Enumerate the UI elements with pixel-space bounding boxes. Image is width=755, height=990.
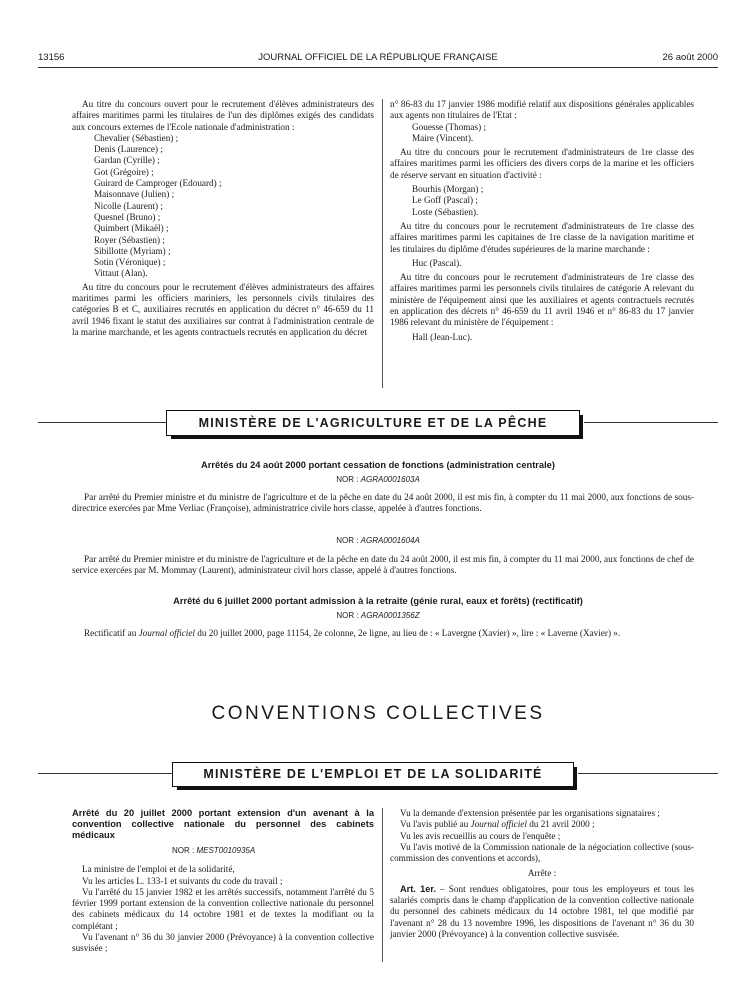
arrete-text: Par arrêté du Premier ministre et du ministre de l'agriculture et de la pêche en date du 24 août 2000, il est mis fin, à compter du 11 mai 2000, aux fonctions de sous-directrice exercées par Mme Verliac (Françoise), administratrice civile hors classe, appelée à d'autres fonctions. [72,492,694,514]
article-paragraph: Art. 1er. – Sont rendues obligatoires, pour tous les employeurs et tous les salariés compris dans le champ d'application de la convention collective nationale du personnel des cabinets médicaux du 14 octobre 1981, tel que modifié par l'avenant n° 28 du 13 novembre 1996, les dispositions de l'avenant n° 36 du 30 janvier 2000 (Prévoyance) à la convention collective susvisée. [390,883,694,939]
candidate-name: Loste (Sébastien). [412,206,479,217]
journal-title: JOURNAL OFFICIEL DE LA RÉPUBLIQUE FRANÇAISE [258,52,498,63]
nor-code: AGRA0001604A [360,536,420,545]
candidate-name: Nicolle (Laurent) ; [94,200,163,211]
continued-paragraph: n° 86-83 du 17 janvier 1986 modifié relatif aux dispositions générales applicables aux agents non titulaires de l'Etat : [390,99,694,121]
nor-label: NOR : [336,611,359,620]
candidate-list [390,258,694,269]
bottom-left-column [72,808,374,955]
nor-code: MEST0010935A [196,846,256,855]
candidate-name: Vittaut (Alan). [94,268,148,279]
candidate-list [390,332,694,343]
nor-code: AGRA0001603A [360,475,420,484]
ministry-heading: MINISTÈRE DE L'AGRICULTURE ET DE LA PÊCHE [166,410,580,436]
nor-reference [38,475,718,484]
candidate-name: Royer (Sébastien) ; [94,234,165,245]
candidate-name: Hall (Jean-Luc). [412,331,473,342]
concours-paragraph: Au titre du concours pour le recrutement d'administrateurs de 1re classe des affaires maritimes parmi les officiers des divers corps de la marine et les officiers de réserve servant en situation d'activité : [390,147,694,180]
rectificatif-text: Rectificatif au Journal officiel du 20 juillet 2000, page 11154, 2e colonne, 2e ligne, au lieu de : « Lavergne (Xavier) », lire : « Laverne (Xavier) ». [84,628,621,638]
visa-paragraph: Vu l'arrêté du 15 janvier 1982 et les arrêtés successifs, notamment l'arrêté du 5 février 1999 portant extension de la convention collective nationale du personnel des cabinets médicaux du 14 octobre 1981 et de textes la modifiant ou la complétant ; [72,886,374,931]
concours-paragraph: Au titre du concours pour le recrutement d'administrateurs de 1re classe des affaires maritimes parmi les personnels civils titulaires de catégorie A relevant du ministère de l'équipement ainsi que les auxiliaires et agents contractuels recrutés en application des décrets n° 46-659 du 11 avril 1946 et n° 86-83 du 17 janvier 1986 relevant du ministère de l'équipement : [390,272,694,328]
candidate-name: Huc (Pascal). [412,257,462,268]
candidate-list [390,184,694,218]
intro-paragraph: Au titre du concours ouvert pour le recrutement d'élèves administrateurs des affaires maritimes parmi les titulaires de l'un des diplômes exigés des candidats aux concours externes de l'Ecole nationale d'administration : [72,99,374,132]
candidate-name: Gardan (Cyrille) ; [94,155,160,166]
divider-line [584,422,718,423]
concours-paragraph: Au titre du concours pour le recrutement d'élèves administrateurs des affaires maritimes parmi les officiers mariniers, les personnels civils titulaires des catégories B et C, auxiliaires recrutés en application du décret n° 46-659 du 11 avril 1946 fixant le statut des auxiliaires sur contrat à l'administration centrale de la marine marchande, et les agents contractuels recrutés en application du décret [72,281,374,337]
nor-label: NOR : [336,536,359,545]
candidate-name: Denis (Laurence) ; [94,144,163,155]
candidate-name: Sotin (Véronique) ; [94,257,166,268]
candidate-name: Bourhis (Morgan) ; [412,184,484,195]
arrete-word: Arrête : [527,868,557,879]
bottom-right-column [390,808,694,940]
nor-label: NOR : [172,846,195,855]
candidate-name: Le Goff (Pascal) ; [412,195,478,206]
nor-label: NOR : [336,475,359,484]
divider-line [38,422,166,423]
visa-paragraph: Vu l'avis publié au Journal officiel du 21 avril 2000 ; [400,819,595,830]
visa-paragraph: La ministre de l'emploi et de la solidarité, [82,864,235,875]
journal-name: Journal officiel [470,819,527,830]
candidate-name: Quimbert (Mikaël) ; [94,223,169,234]
candidate-name: Maisonnave (Julien) ; [94,189,175,200]
candidate-name: Quesnel (Bruno) ; [94,211,161,222]
visa-paragraph: Vu l'avis motivé de la Commission nationale de la négociation collective (sous-commission des conventions et accords), [390,841,694,864]
divider-line [38,773,172,774]
candidate-name: Maire (Vincent). [412,132,474,143]
arrete-title: Arrêté du 6 juillet 2000 portant admission à la retraite (génie rural, eaux et forêts) (rectificatif) [173,596,583,606]
visa-paragraph: Vu les articles L. 133-1 et suivants du code du travail ; [82,875,283,886]
issue-date: 26 août 2000 [662,52,718,63]
section-title: CONVENTIONS COLLECTIVES [211,703,545,724]
column-divider [382,808,383,962]
top-right-column [390,99,694,343]
candidate-name: Gouesse (Thomas) ; [412,121,486,132]
header-rule [38,67,718,68]
candidate-name: Got (Grégoire) ; [94,166,154,177]
candidate-name: Guirard de Camproger (Edouard) ; [94,178,222,189]
candidate-list [72,133,374,280]
arrete-title: Arrêté du 20 juillet 2000 portant extension d'un avenant à la convention collective nationale du personnel des cabinets médicaux [72,808,374,840]
concours-paragraph: Au titre du concours pour le recrutement d'administrateurs de 1re classe des affaires maritimes parmi les capitaines de 1re classe de la navigation maritime et les titulaires du diplôme d'études supérieures de la marine marchande : [390,220,694,254]
visa-paragraph: Vu les avis recueillis au cours de l'enquête ; [400,830,561,841]
journal-name: Journal officiel [138,628,195,638]
page-number: 13156 [38,52,65,63]
nor-code: AGRA0001356Z [360,611,420,620]
arrete-text: Par arrêté du Premier ministre et du ministre de l'agriculture et de la pêche en date du 24 août 2000, il est mis fin, à compter du 11 mai 2000, aux fonctions de chef de service exercées par M. Mommay (Laurent), administrateur civil hors classe, appelé à d'autres fonctions. [72,554,694,576]
candidate-name: Sibillotte (Myriam) ; [94,245,171,256]
nor-reference [38,536,718,545]
divider-line [578,773,718,774]
top-left-column [72,99,374,338]
visa-paragraph: Vu la demande d'extension présentée par les organisations signataires ; [400,808,660,818]
nor-reference [38,611,718,620]
visa-paragraph: Vu l'avenant n° 36 du 30 janvier 2000 (Prévoyance) à la convention collective susvisée ; [72,932,374,954]
ministry-heading: MINISTÈRE DE L'EMPLOI ET DE LA SOLIDARITÉ [172,762,574,787]
article-label: Art. 1er. [400,883,437,894]
column-divider [382,99,383,388]
candidate-name: Chevalier (Sébastien) ; [94,132,179,143]
nor-reference [72,845,374,856]
page-header [38,52,718,66]
arrete-title: Arrêtés du 24 août 2000 portant cessation de fonctions (administration centrale) [201,460,555,470]
candidate-list [390,122,694,145]
